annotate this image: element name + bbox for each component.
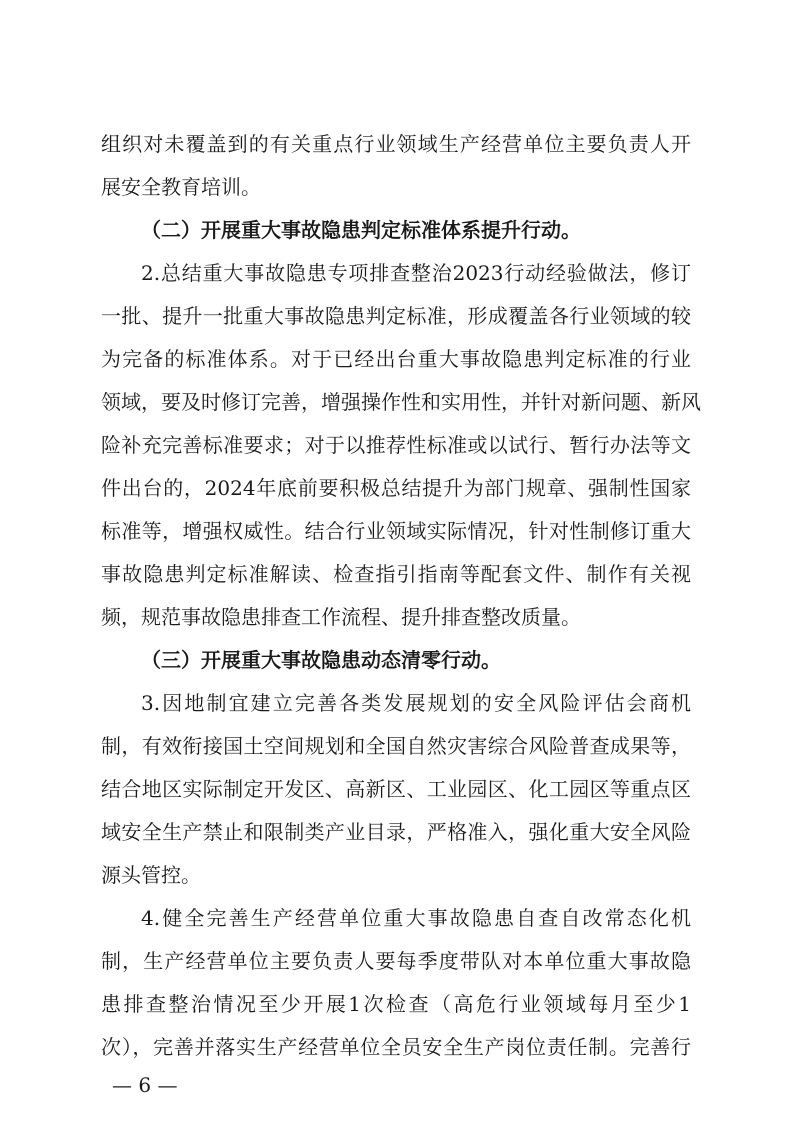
body-text-line: 制，生产经营单位主要负责人要每季度带队对本单位重大事故隐	[101, 949, 691, 973]
body-text-line: 次），完善并落实生产经营单位全员安全生产岗位责任制。完善行	[101, 1035, 691, 1059]
body-text-line: 域安全生产禁止和限制类产业目录，严格准入，强化重大安全风险	[101, 820, 691, 844]
body-text-line: 组织对未覆盖到的有关重点行业领域生产经营单位主要负责人开	[101, 132, 691, 156]
paragraph-first-line: 2.总结重大事故隐患专项排查整治2023行动经验做法，修订	[141, 261, 691, 285]
body-text-line: 展安全教育培训。	[101, 175, 261, 199]
body-text-line: 标准等，增强权威性。结合行业领域实际情况，针对性制修订重大	[101, 519, 691, 543]
body-text-line: 领域，要及时修订完善，增强操作性和实用性，并针对新问题、新风	[101, 390, 701, 414]
body-text-line: 险补充完善标准要求；对于以推荐性标准或以试行、暂行办法等文	[101, 433, 691, 457]
body-text-line: 频，规范事故隐患排查工作流程、提升排查整改质量。	[101, 605, 581, 629]
body-text-line: 件出台的，2024年底前要积极总结提升为部门规章、强制性国家	[101, 476, 691, 500]
section-heading: （三）开展重大事故隐患动态清零行动。	[141, 648, 501, 672]
body-text-line: 制，有效衔接国土空间规划和全国自然灾害综合风险普查成果等，	[101, 734, 691, 758]
body-text-line: 患排查整治情况至少开展1次检查（高危行业领域每月至少1	[101, 992, 691, 1016]
paragraph-first-line: 4.健全完善生产经营单位重大事故隐患自查自改常态化机	[141, 906, 691, 930]
body-text-line: 一批、提升一批重大事故隐患判定标准，形成覆盖各行业领域的较	[101, 304, 691, 328]
paragraph-first-line: 3.因地制宜建立完善各类发展规划的安全风险评估会商机	[141, 691, 691, 715]
body-text-line: 结合地区实际制定开发区、高新区、工业园区、化工园区等重点区	[101, 777, 691, 801]
page-number: — 6 —	[112, 1073, 178, 1097]
section-heading: （二）开展重大事故隐患判定标准体系提升行动。	[141, 218, 581, 242]
body-text-line: 源头管控。	[101, 863, 201, 887]
body-text-line: 为完备的标准体系。对于已经出台重大事故隐患判定标准的行业	[101, 347, 691, 371]
body-text-line: 事故隐患判定标准解读、检查指引指南等配套文件、制作有关视	[101, 562, 691, 586]
